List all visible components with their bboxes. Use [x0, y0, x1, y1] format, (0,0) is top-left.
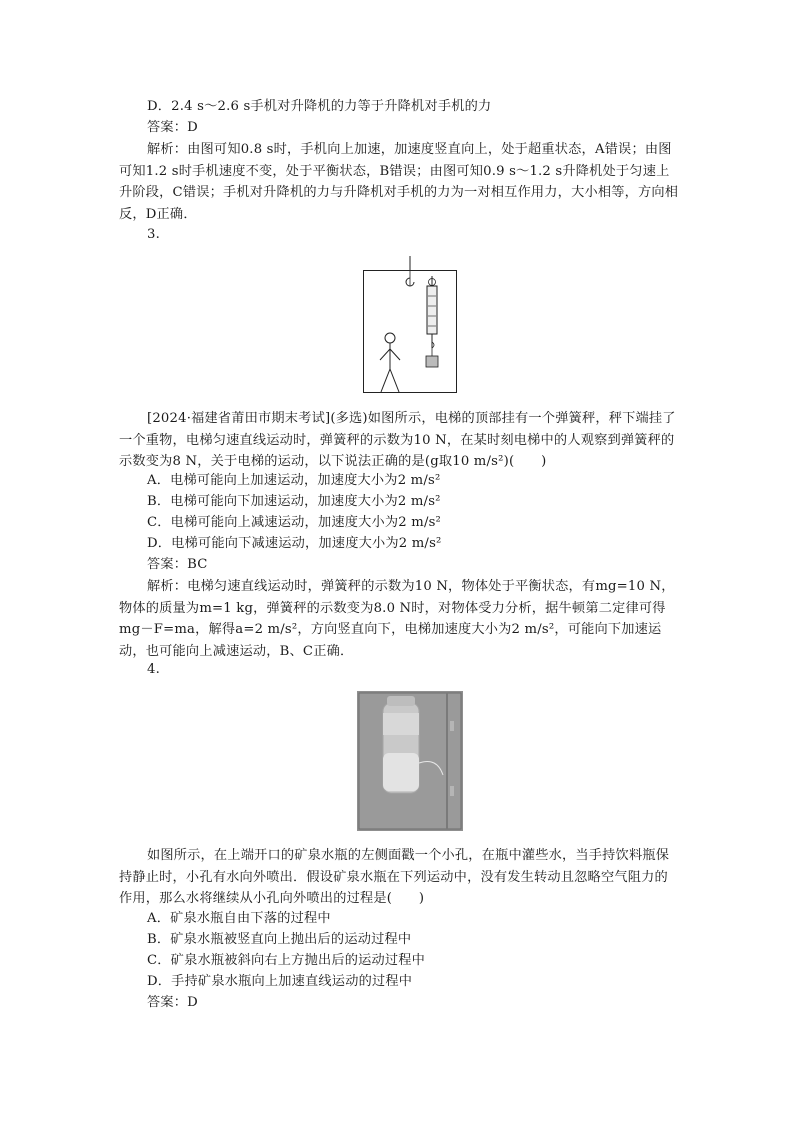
q3-option-c: C．电梯可能向上减速运动，加速度大小为2 m/s²	[147, 515, 442, 530]
q2-analysis: 解析：由图可知0.8 s时，手机向上加速，加速度竖直向上，处于超重状态，A错误；由图可知1.2 s时手机速度不变，处于平衡状态，B错误；由图可知0.9 s～1.2 s升降机处于匀速上升阶段，C错误；手机对升降机的力与升降机对手机的力为一对相互作用力，大小相等，方向相反，D正确．	[119, 142, 679, 222]
q3-analysis: 解析：电梯匀速直线运动时，弹簧秤的示数为10 N，物体处于平衡状态，有mg=10 N，物体的质量为m=1 kg，弹簧秤的示数变为8.0 N时，对物体受力分析，据牛顿第二定律可得mg－F=ma，解得a=2 m/s²，方向竖直向下，电梯加速度大小为2 m/s²，可能向下加速运动，也可能向上减速运动，B、C正确．	[119, 579, 675, 659]
q4-number: 4.	[147, 662, 160, 677]
water-bottle-photo	[357, 691, 463, 831]
elevator-spring-scale-figure	[360, 256, 460, 394]
q3-answer: 答案：BC	[147, 557, 208, 572]
q4-stem: 如图所示，在上端开口的矿泉水瓶的左侧面戳一个小孔，在瓶中灌些水，当手持饮料瓶保持静止时，小孔有水向外喷出．假设矿泉水瓶在下列运动中，没有发生转动且忽略空气阻力的作用，那么水将继续从小孔向外喷出的过程是( )	[119, 848, 670, 906]
q4-option-d: D．手持矿泉水瓶向上加速直线运动的过程中	[147, 974, 413, 989]
q3-option-d: D．电梯可能向下减速运动，加速度大小为2 m/s²	[147, 536, 442, 551]
q4-option-c: C．矿泉水瓶被斜向右上方抛出后的运动过程中	[147, 953, 426, 968]
q4-option-a: A．矿泉水瓶自由下落的过程中	[147, 911, 331, 926]
q3-option-a: A．电梯可能向上加速运动，加速度大小为2 m/s²	[147, 473, 441, 488]
q4-option-b: B．矿泉水瓶被竖直向上抛出后的运动过程中	[147, 932, 412, 947]
q4-answer: 答案：D	[147, 995, 198, 1010]
q2-answer: 答案：D	[147, 120, 198, 135]
q2-option-d: D．2.4 s～2.6 s手机对升降机的力等于升降机对手机的力	[147, 99, 492, 114]
q3-stem: [2024·福建省莆田市期末考试](多选)如图所示，电梯的顶部挂有一个弹簧秤，秤下端挂了一个重物，电梯匀速直线运动时，弹簧秤的示数为10 N，在某时刻电梯中的人观察到弹簧秤的示数变为8 N，关于电梯的运动，以下说法正确的是(g取10 m/s²)( )	[119, 411, 676, 469]
q3-option-b: B．电梯可能向下加速运动，加速度大小为2 m/s²	[147, 494, 441, 509]
q3-number: 3.	[147, 227, 160, 242]
